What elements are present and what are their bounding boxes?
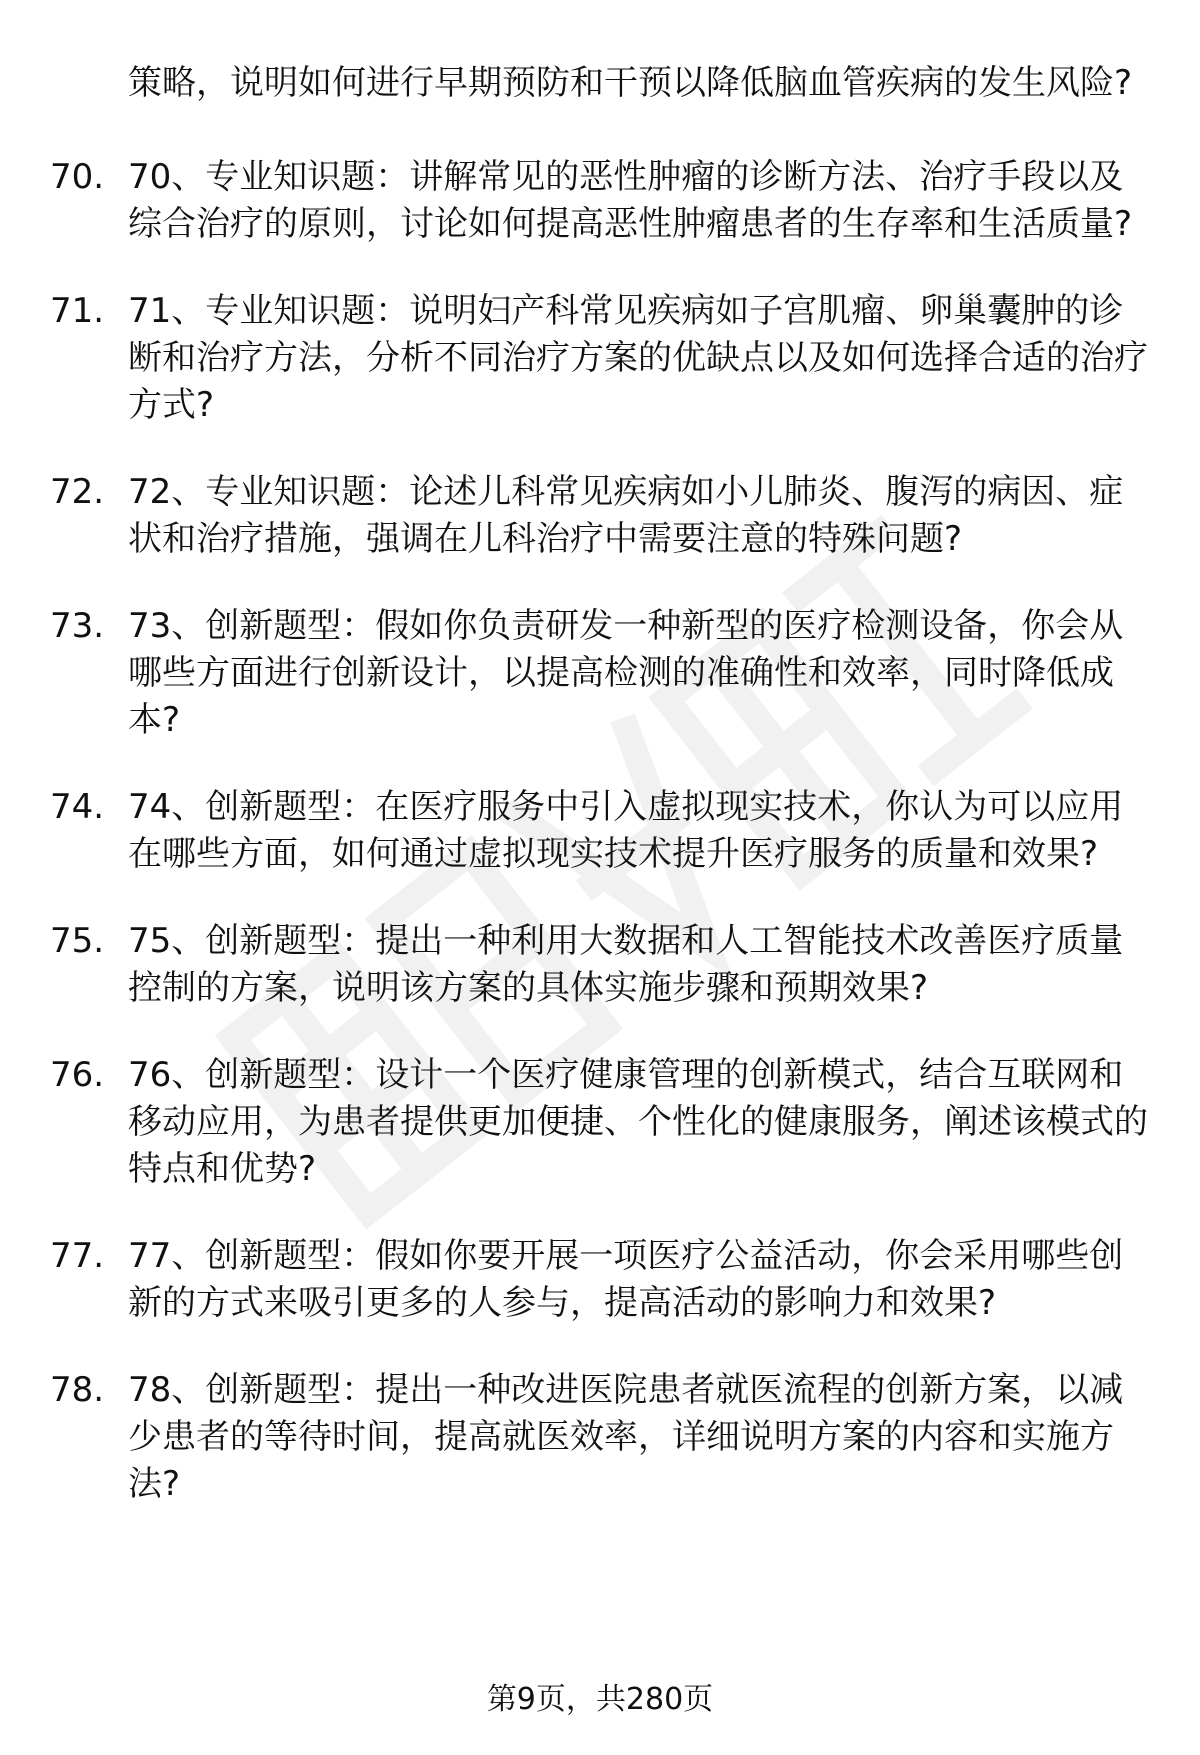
list-item	[0, 469, 1200, 563]
question-number: 77.	[50, 1236, 105, 1276]
question-number: 73.	[50, 606, 105, 646]
question-text: 76、创新题型：设计一个医疗健康管理的创新模式，结合互联网和移动应用，为患者提供更加便捷、个性化的健康服务，阐述该模式的特点和优势?	[128, 1055, 1148, 1189]
page-footer: 第9页，共280页	[486, 1682, 714, 1717]
question-number: 76.	[50, 1055, 105, 1095]
question-text: 78、创新题型：提出一种改进医院患者就医流程的创新方案，以减少患者的等待时间，提高就医效率，详细说明方案的内容和实施方法?	[128, 1370, 1124, 1504]
list-item	[0, 918, 1200, 1012]
question-text: 70、专业知识题：讲解常见的恶性肿瘤的诊断方法、治疗手段以及综合治疗的原则，讨论如何提高恶性肿瘤患者的生存率和生活质量?	[128, 157, 1133, 244]
question-number: 78.	[50, 1370, 105, 1410]
list-item	[0, 288, 1200, 429]
question-number: 72.	[50, 472, 105, 512]
list-item	[0, 1052, 1200, 1193]
question-text: 77、创新题型：假如你要开展一项医疗公益活动，你会采用哪些创新的方式来吸引更多的人参与，提高活动的影响力和效果?	[128, 1236, 1124, 1323]
list-item	[0, 784, 1200, 878]
list-item	[0, 154, 1200, 248]
question-number: 75.	[50, 921, 105, 961]
question-list	[0, 154, 1200, 1548]
question-text: 73、创新题型：假如你负责研发一种新型的医疗检测设备，你会从哪些方面进行创新设计，以提高检测的准确性和效率，同时降低成本?	[128, 606, 1124, 740]
question-number: 74.	[50, 787, 105, 827]
list-item	[0, 1233, 1200, 1327]
question-number: 70.	[50, 157, 105, 197]
question-text: 75、创新题型：提出一种利用大数据和人工智能技术改善医疗质量控制的方案，说明该方案的具体实施步骤和预期效果?	[128, 921, 1124, 1008]
question-text: 72、专业知识题：论述儿科常见疾病如小儿肺炎、腹泻的病因、症状和治疗措施，强调在儿科治疗中需要注意的特殊问题?	[128, 472, 1124, 559]
question-text: 71、专业知识题：说明妇产科常见疾病如子宫肌瘤、卵巢囊肿的诊断和治疗方法，分析不同治疗方案的优缺点以及如何选择合适的治疗方式?	[128, 291, 1148, 425]
carryover-question-text: 策略，说明如何进行早期预防和干预以降低脑血管疾病的发生风险?	[128, 63, 1133, 103]
question-number: 71.	[50, 291, 105, 331]
question-text: 74、创新题型：在医疗服务中引入虚拟现实技术，你认为可以应用在哪些方面，如何通过虚拟现实技术提升医疗服务的质量和效果?	[128, 787, 1124, 874]
list-item	[0, 1367, 1200, 1508]
list-item	[0, 603, 1200, 744]
